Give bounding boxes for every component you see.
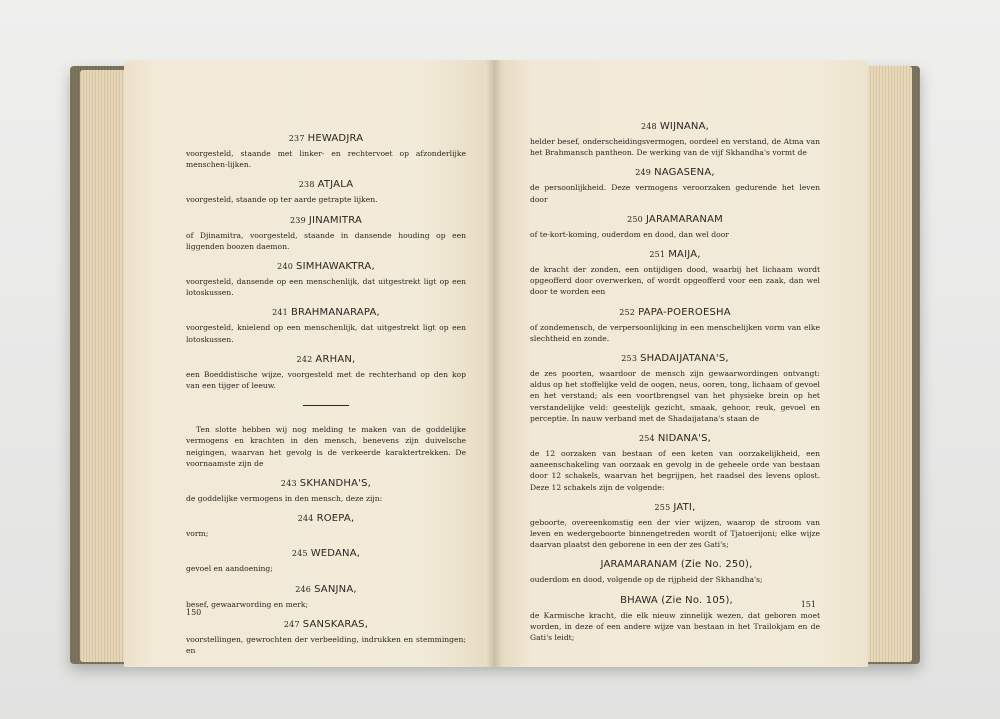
entry-title: SANSKARAS, [302,618,369,630]
left-page [124,60,494,667]
entry-heading [530,249,820,261]
right-page [494,60,868,667]
entry-number: 241 [272,308,288,318]
page-edges-right [868,66,912,662]
entry-heading [530,307,820,319]
entry-heading [530,214,820,226]
entry-text: ouderdom en dood, volgende op de rijpheid der Skhandha's; [530,575,763,585]
section-rule [303,405,349,406]
entry-text: besef, gewaarwording en merk; [186,599,309,609]
entry-heading [186,548,466,560]
entry-text: voorstellingen, gewrochten der verbeelding, indrukken en stemmingen; en [186,634,466,656]
entry-text: de persoonlijkheid. Deze vermogens veroorzaken gedurende het leven door [530,183,820,204]
entry-number: 237 [288,134,305,143]
entry-text: of te-kort-koming, ouderdom en dood, dan wel door [530,229,729,239]
entry-number: 249 [635,168,652,178]
entry-title: BRAHMANARAPA, [290,307,380,319]
entry-title: PAPA-POEROESHA [638,306,731,318]
entry-title: ROEPA, [316,513,355,525]
entry-title: JATI, [673,501,696,513]
entry-title: HEWADJRA [307,133,364,144]
entry-text: de goddelijke vermogens in den mensch, deze zijn: [186,494,383,504]
entry-text: de Karmische kracht, die elk nieuw zinnelijk wezen, dat geboren moet worden, in deze of een andere wijze van bestaan in het Trailokjam en de Gati's leidt; [530,610,820,643]
entry-text: voorgesteld, dansende op een menschenlijk, dat uitgestrekt ligt op een lotoskussen. [186,277,466,298]
entry-heading [186,513,466,525]
entry-heading [186,307,466,319]
entry-number: 242 [296,354,313,364]
entry-heading [530,502,820,514]
entry-text: voorgesteld, knielend op een menschenlijk, dat uitgestrekt ligt op een lotoskussen. [186,323,466,344]
entry-heading [186,215,466,227]
entry-title: SIMHAWAKTRA, [296,261,375,273]
entry-number: 240 [277,262,294,272]
entry-heading [530,167,820,179]
entry-heading [530,353,820,365]
left-page-text [186,124,466,656]
entry-text: gevoel en aandoening; [186,564,273,574]
entry-title: WIJNANA, [659,121,710,132]
entry-title: NAGASENA, [654,167,715,179]
entry-text: de zes poorten, waardoor de mensch zijn gewaarwordingen ontvangt: aldus op het stoffelijke veld de oogen, neus, ooren, tong, lichaam of gevoel en het verstand; als een voortbrengsel van het physieke brein op het verstandelijke veld: geestelijk gezicht, smaak, gehoor, reuk, gevoel en perceptie. In nauw verband met de Shadaijatana's staan de [530,369,820,423]
entry-heading [186,354,466,366]
entry-title: SKHANDHA'S, [299,478,372,490]
entry-number: 250 [627,214,643,224]
right-page-text [530,112,820,643]
entry-title: SHADAIJATANA'S, [640,353,729,365]
entry-heading [186,584,466,596]
entry-text: of zondemensch, de verpersoonlijking in een menschelijken vorm van elke slechtheid en zonde. [530,322,820,343]
entry-title: WEDANA, [310,548,361,560]
entry-text: of Djinamitra, voorgesteld, staande in dansende houding op een liggenden boozen daemon. [186,230,466,251]
entry-number: 252 [619,307,636,317]
entry-title: BHAWA (Zie No. 105), [620,594,733,606]
entry-heading [186,179,466,191]
entry-title: ATJALA [317,179,354,191]
entry-title: SANJNA, [314,583,357,595]
book-gutter [486,60,502,667]
entry-number: 253 [621,354,638,364]
entry-number: 255 [654,502,671,512]
entry-number: 239 [290,215,306,225]
entry-heading [186,478,466,490]
entry-text: voorgesteld, staande met linker- en rechtervoet op afzonderlijke menschen-lijken. [186,149,466,170]
entry-heading [186,133,466,145]
entry-number: 243 [280,479,297,489]
entry-title: JARAMARANAM [645,213,723,225]
entry-number: 254 [638,434,655,444]
entry-heading [530,559,820,571]
entry-title: NIDANA'S, [657,433,712,445]
entry-title: JINAMITRA [308,214,362,226]
entry-text: een Boeddistische wijze, voorgesteld met de rechterhand op den kop van een tijger of leeuw. [186,369,466,391]
entry-text: voorgesteld, staande op ter aarde getrapte lijken. [186,195,378,205]
entry-text: geboorte, overeenkomstig een der vier wijzen, waarop de stroom van leven en wedergeboorte binnengetreden wordt of Tjatoerijoni; elke wijze daarvan plaatst den geborene in een der zes Gati's; [530,517,820,550]
entry-text: de kracht der zonden, een ontijdigen dood, waarbij het lichaam wordt opgeofferd door overwerken, of wordt opgeofferd voor een zaak, dan wel door te worden een [530,265,820,297]
entry-heading [186,619,466,631]
entry-number: 245 [291,549,308,559]
entry-title: ARHAN, [315,353,356,365]
page-number-right: 151 [800,600,816,609]
entry-number: 246 [295,584,312,594]
entry-title: MAIJA, [668,249,701,261]
entry-heading [186,261,466,273]
intro-paragraph: Ten slotte hebben wij nog melding te maken van de goddelijke vermogens en krachten in den mensch, benevens zijn duivelsche neigingen, waarvan het gevolg is de verkeerde karaktertrekken. De voornaamste zijn de [186,425,466,468]
entry-heading [530,595,820,607]
entry-heading [530,433,820,445]
entry-number: 247 [283,619,300,629]
entry-number: 244 [297,514,314,524]
entry-text: de 12 oorzaken van bestaan of een keten van oorzakelijkheid, een aaneenschakeling van oorzaak en gevolg in de geheele orde van bestaan door 12 schakels, waarvan het begrijpen, het raadsel des levens oplost. Deze 12 schakels zijn de volgende: [530,449,820,492]
entry-heading [530,121,820,133]
entry-number: 238 [298,180,315,190]
entry-text: helder besef, onderscheidingsvermogen, oordeel en verstand, de Atma van het Brahmansch pantheon. De werking van de vijf Skhandha's vormt de [530,137,820,158]
entry-text: vorm; [186,529,209,539]
entry-number: 251 [649,250,666,260]
page-number-left: 150 [186,608,202,617]
entry-number: 248 [640,122,657,131]
entry-title: JARAMARANAM (Zie No. 250), [600,559,753,571]
